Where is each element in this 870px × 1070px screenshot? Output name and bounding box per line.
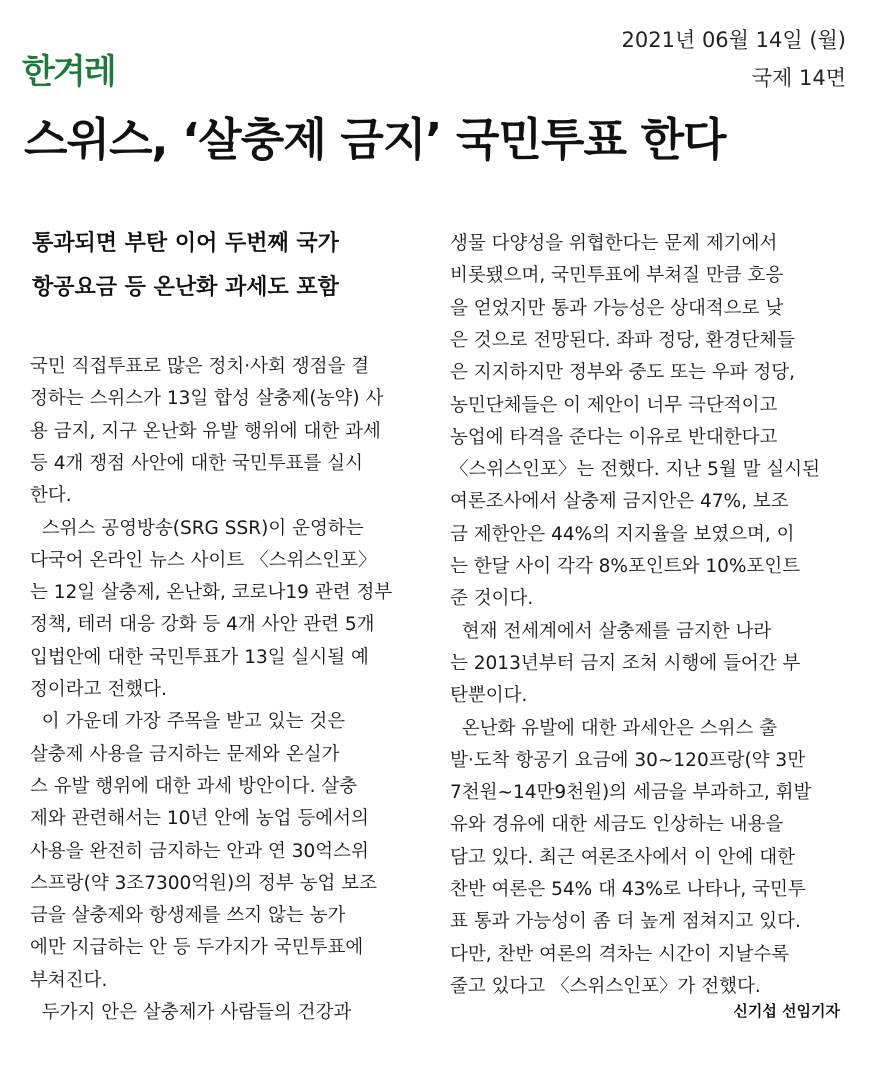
body-text-line: 을 얻었지만 통과 가능성은 상대적으로 낮 <box>450 297 784 319</box>
body-text-line: 다국어 온라인 뉴스 사이트 〈스위스인포〉 <box>30 549 377 571</box>
body-text-line: 국민 직접투표로 많은 정치·사회 쟁점을 결 <box>30 356 370 377</box>
body-text-line: 정책, 테러 대응 강화 등 4개 사안 관련 5개 <box>30 614 375 636</box>
body-text-line: 〈스위스인포〉는 전했다. 지난 5월 말 실시된 <box>450 459 820 481</box>
body-text-line: 부쳐진다. <box>30 969 108 991</box>
body-text-line: 사용을 완전히 금지하는 안과 연 30억스위 <box>30 840 369 862</box>
body-text-line: 유와 경유에 대한 세금도 인상하는 내용을 <box>450 814 784 836</box>
body-text-line: 농민단체들은 이 제안이 너무 극단적이고 <box>450 394 778 416</box>
body-text-line: 정이라고 전했다. <box>30 679 167 700</box>
body-text-line: 는 12일 살충제, 온난화, 코로나19 관련 정부 <box>30 582 393 604</box>
body-text-line: 이 가운데 가장 주목을 받고 있는 것은 <box>30 711 346 733</box>
subheadline-line: 통과되면 부탄 이어 두번째 국가 <box>32 231 339 256</box>
body-text-line: 은 것으로 전망된다. 좌파 정당, 환경단체들 <box>450 329 795 351</box>
body-text-line: 금 제한안은 44%의 지지율을 보였으며, 이 <box>450 523 795 545</box>
section-page: 국제 14면 <box>751 66 846 90</box>
body-text-line: 여론조사에서 살충제 금지안은 47%, 보조 <box>450 491 789 513</box>
byline: 신기섭 선임기자 <box>733 1002 840 1020</box>
body-text-line: 용 금지, 지구 온난화 유발 행위에 대한 과세 <box>30 420 381 442</box>
body-text-line: 은 지지하지만 정부와 중도 또는 우파 정당, <box>450 362 795 384</box>
subheadline-line: 항공요금 등 온난화 과세도 포함 <box>32 275 339 300</box>
body-text-line: 등 4개 쟁점 사안에 대한 국민투표를 실시 <box>30 452 363 474</box>
body-text-line: 스위스 공영방송(SRG SSR)이 운영하는 <box>30 517 364 539</box>
body-text-line: 준 것이다. <box>450 588 534 610</box>
body-text-line: 는 한달 사이 각각 8%포인트와 10%포인트 <box>450 556 801 577</box>
body-text-line: 7천원~14만9천원)의 세금을 부과하고, 휘발 <box>450 782 812 804</box>
body-text-line: 찬반 여론은 54% 대 43%로 나타나, 국민투 <box>450 879 806 900</box>
body-text-line: 생물 다양성을 위협한다는 문제 제기에서 <box>450 233 778 254</box>
body-text-line: 한다. <box>30 485 72 507</box>
body-text-line: 정하는 스위스가 13일 합성 살충제(농약) 사 <box>30 388 384 410</box>
body-text-line: 살충제 사용을 금지하는 문제와 온실가 <box>30 743 340 765</box>
body-text-line: 발·도착 항공기 요금에 30~120프랑(약 3만 <box>450 749 806 771</box>
body-text-line: 금을 살충제와 항생제를 쓰지 않는 농가 <box>30 905 346 927</box>
body-text-line: 두가지 안은 살충제가 사람들의 건강과 <box>30 1002 352 1023</box>
body-text-line: 줄고 있다고 〈스위스인포〉가 전했다. <box>450 975 761 997</box>
issue-date: 2021년 06월 14일 (월) <box>621 28 846 52</box>
body-text-line: 다만, 찬반 여론의 격차는 시간이 지날수록 <box>450 943 790 965</box>
newspaper-logo: 한겨레 <box>22 52 115 92</box>
body-text-line: 스 유발 행위에 대한 과세 방안이다. 살충 <box>30 775 358 797</box>
body-text-line: 는 2013년부터 금지 조처 시행에 들어간 부 <box>450 652 801 674</box>
body-text-line: 제와 관련해서는 10년 안에 농업 등에서의 <box>30 808 369 830</box>
headline: 스위스, ‘살충제 금지’ 국민투표 한다 <box>24 113 726 166</box>
body-text-line: 스프랑(약 3조7300억원)의 정부 농업 보조 <box>30 872 378 894</box>
body-text-line: 담고 있다. 최근 여론조사에서 이 안에 대한 <box>450 846 795 868</box>
body-text-line: 에만 지급하는 안 등 두가지가 국민투표에 <box>30 937 364 959</box>
body-text-line: 탄뿐이다. <box>450 685 528 707</box>
body-text-line: 표 통과 가능성이 좀 더 높게 점쳐지고 있다. <box>450 911 801 933</box>
subheadline <box>32 222 427 310</box>
body-text-line: 입법안에 대한 국민투표가 13일 실시될 예 <box>30 646 369 668</box>
body-text-line: 비롯됐으며, 국민투표에 부쳐질 만큼 호응 <box>450 265 784 287</box>
body-text-line: 농업에 타격을 준다는 이유로 반대한다고 <box>450 426 778 448</box>
body-text-line: 현재 전세계에서 살충제를 금지한 나라 <box>450 620 772 642</box>
body-text-line: 온난화 유발에 대한 과세안은 스위스 출 <box>450 717 778 739</box>
